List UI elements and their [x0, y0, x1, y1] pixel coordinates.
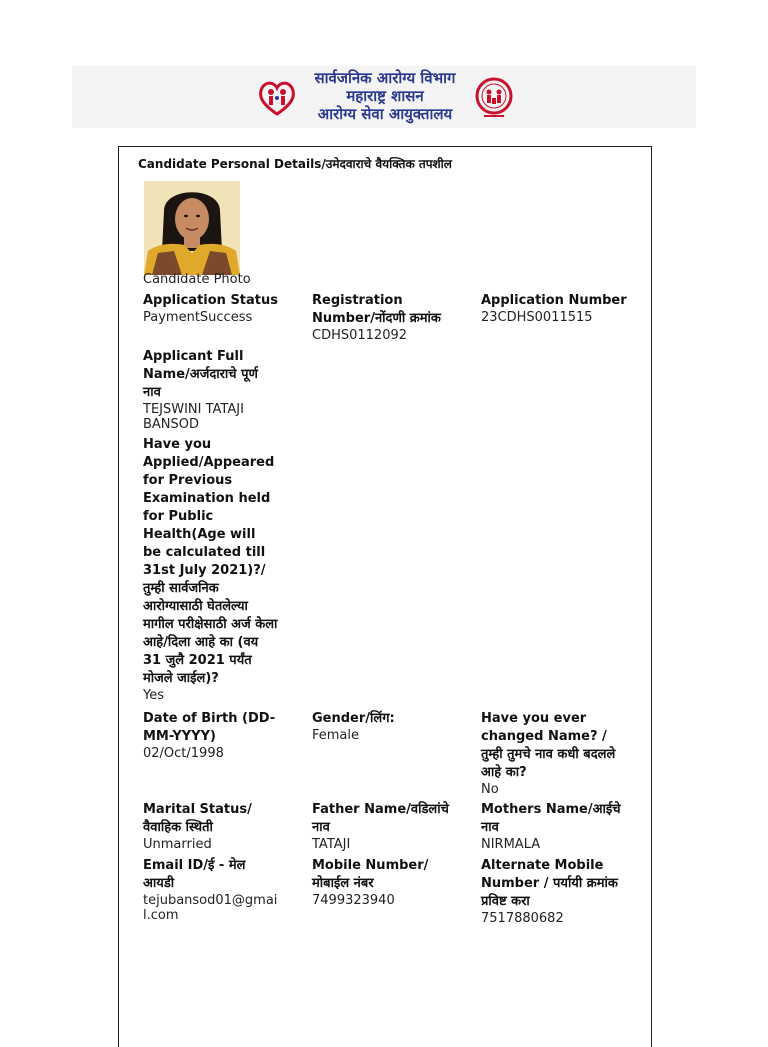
- dob-label: Date of Birth (DD-MM-YYYY): [143, 711, 276, 744]
- header-line-1: सार्वजनिक आरोग्य विभाग: [314, 69, 456, 87]
- gender-value: Female: [312, 728, 360, 743]
- mother-name-value: NIRMALA: [481, 837, 541, 852]
- registration-number-field: [312, 292, 462, 343]
- application-number-field: [481, 292, 631, 325]
- application-status-label: Application Status: [143, 293, 279, 308]
- alt-mobile-value: 7517880682: [481, 911, 564, 926]
- full-name-value: TEJSWINI TATAJI BANSOD: [143, 402, 244, 432]
- section-title: Candidate Personal Details/उमेदवाराचे वैयक्तिक तपशील: [138, 157, 452, 171]
- application-status-field: [143, 292, 278, 325]
- father-name-field: [312, 801, 462, 852]
- mother-name-label: Mothers Name/आईचे नाव: [481, 802, 621, 835]
- gender-label: Gender/लिंग:: [312, 711, 395, 726]
- family-health-logo-icon: [256, 76, 298, 120]
- application-number-label: Application Number: [481, 293, 627, 308]
- header-title: [300, 69, 470, 123]
- email-field: [143, 857, 278, 923]
- name-changed-value: No: [481, 782, 499, 797]
- alt-mobile-label: Alternate Mobile Number / पर्यायी क्रमांक प्रविष्ट करा: [481, 858, 618, 909]
- gender-field: [312, 710, 462, 743]
- candidate-photo: [144, 181, 240, 275]
- application-status-value: PaymentSuccess: [143, 310, 253, 325]
- email-value: tejubansod01@gmail.com: [143, 893, 278, 923]
- header-line-3: आरोग्य सेवा आयुक्तालय: [317, 105, 453, 123]
- candidate-photo-caption: Candidate Photo: [143, 272, 251, 287]
- nhm-logo-icon: [472, 76, 516, 120]
- registration-number-label: Registration Number/नोंदणी क्रमांक: [312, 293, 441, 326]
- full-name-label: Applicant Full Name/अर्जदाराचे पूर्ण नाव: [143, 349, 258, 400]
- mother-name-field: [481, 801, 631, 852]
- application-number-value: 23CDHS0011515: [481, 310, 593, 325]
- mobile-value: 7499323940: [312, 893, 395, 908]
- mobile-field: [312, 857, 462, 908]
- dob-field: [143, 710, 278, 761]
- marital-status-value: Unmarried: [143, 837, 212, 852]
- name-changed-field: [481, 710, 631, 797]
- mobile-label: Mobile Number/ मोबाईल नंबर: [312, 858, 429, 891]
- full-name-field: [143, 348, 278, 432]
- alt-mobile-field: [481, 857, 631, 926]
- registration-number-value: CDHS0112092: [312, 328, 408, 343]
- marital-status-field: [143, 801, 278, 852]
- previous-exam-label: Have you Applied/Appeared for Previous Examination held for Public Health(Age will be calculated till 31st July 2021)?/तुम्ही सार्वजनिक आरोग्यासाठी घेतलेल्या मागील परीक्षेसाठी अर्ज केला आहे/दिला आहे का (वय 31 जुलै 2021 पर्यंत मोजले जाईल)?: [143, 437, 278, 686]
- name-changed-label: Have you ever changed Name? / तुम्ही तुमचे नाव कधी बदलले आहे का?: [481, 711, 616, 780]
- dob-value: 02/Oct/1998: [143, 746, 224, 761]
- father-name-value: TATAJI: [312, 837, 351, 852]
- marital-status-label: Marital Status/ वैवाहिक स्थिती: [143, 802, 252, 835]
- previous-exam-field: [143, 436, 278, 703]
- previous-exam-value: Yes: [143, 688, 164, 703]
- email-label: Email ID/ई - मेल आयडी: [143, 858, 246, 891]
- header-line-2: महाराष्ट्र शासन: [346, 87, 424, 105]
- father-name-label: Father Name/वडिलांचे नाव: [312, 802, 449, 835]
